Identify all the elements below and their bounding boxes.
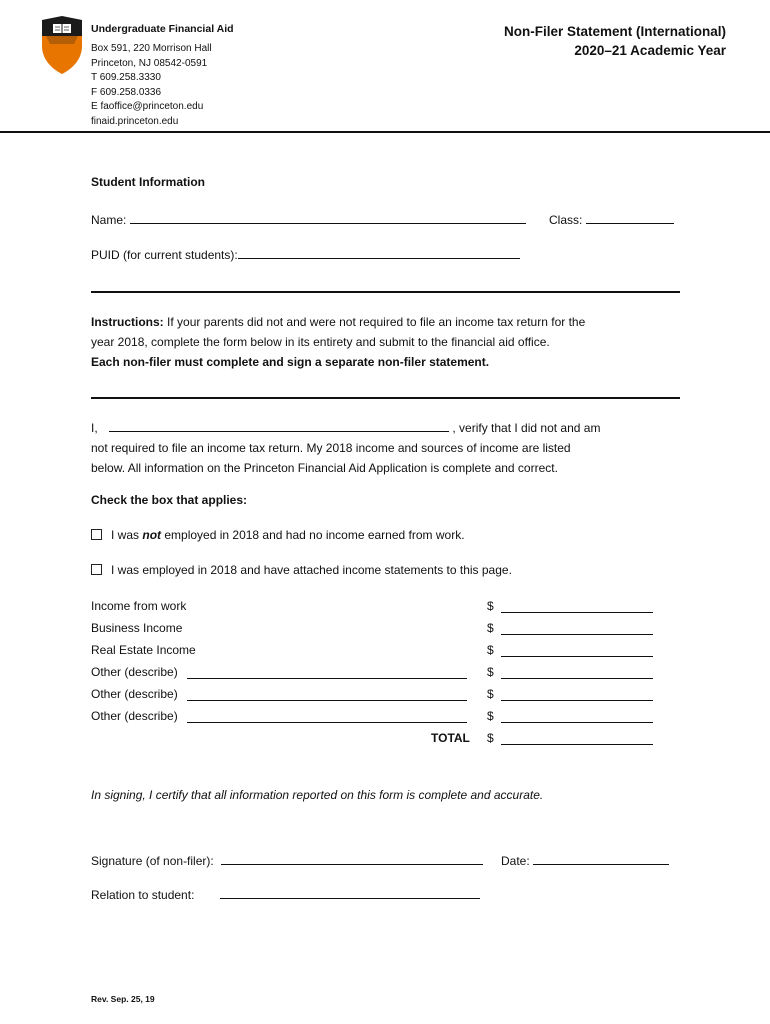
form-title-line2: 2020–21 Academic Year (574, 43, 726, 58)
income-label: Other (describe) (91, 687, 178, 701)
address-line: Box 591, 220 Morrison Hall (91, 43, 212, 54)
signature-field[interactable] (221, 851, 483, 865)
certification-statement: In signing, I certify that all information reported on this form is complete and accurate. (91, 788, 544, 802)
currency-symbol: $ (487, 621, 494, 635)
describe-field[interactable] (187, 709, 467, 723)
princeton-shield-logo (40, 16, 84, 76)
income-label: Other (describe) (91, 709, 178, 723)
checkbox-not-employed[interactable] (91, 529, 102, 540)
total-amount-field[interactable] (501, 731, 653, 745)
currency-symbol: $ (487, 599, 494, 613)
income-row (91, 687, 661, 709)
income-label: Real Estate Income (91, 643, 196, 657)
currency-symbol: $ (487, 687, 494, 701)
website-line: finaid.princeton.edu (91, 115, 179, 127)
currency-symbol: $ (487, 709, 494, 723)
income-label: Income from work (91, 599, 187, 613)
option-employed[interactable] (91, 563, 512, 577)
income-row (91, 709, 661, 731)
option-text: employed in 2018 and had no income earned from work. (164, 528, 465, 542)
instructions-note: Each non-filer must complete and sign a separate non-filer statement. (91, 355, 490, 369)
phone-line: T 609.258.3330 (91, 72, 161, 84)
total-label: TOTAL (431, 731, 470, 745)
verify-i-label: I, (91, 421, 98, 435)
puid-field[interactable] (238, 245, 520, 259)
date-row (501, 851, 669, 868)
currency-symbol: $ (487, 665, 494, 679)
verification-statement (91, 418, 691, 478)
header-divider (0, 131, 770, 133)
instructions-text: If your parents did not and were not required to file an income tax return for the (167, 315, 586, 329)
income-label: Business Income (91, 621, 183, 635)
amount-field[interactable] (501, 687, 653, 701)
describe-field[interactable] (187, 665, 467, 679)
section-divider (91, 291, 680, 293)
address-line: Princeton, NJ 08542-0591 (91, 57, 208, 69)
date-label: Date: (501, 854, 530, 868)
currency-symbol: $ (487, 731, 494, 745)
option-emphasis: not (142, 528, 162, 542)
student-info-heading: Student Information (91, 175, 205, 189)
name-label: Name: (91, 213, 127, 227)
class-label: Class: (549, 213, 583, 227)
revision-date: Rev. Sep. 25, 19 (91, 994, 155, 1004)
option-text: I was employed in 2018 and have attached income statements to this page. (111, 563, 512, 577)
office-name: Undergraduate Financial Aid (91, 23, 234, 35)
checkbox-employed[interactable] (91, 564, 102, 575)
checkbox-heading: Check the box that applies: (91, 493, 248, 507)
instructions-label: Instructions: (91, 315, 164, 329)
class-row (549, 210, 674, 227)
option-text: I was (111, 528, 140, 542)
income-row (91, 643, 661, 665)
name-field[interactable] (130, 210, 526, 224)
relation-label: Relation to student: (91, 888, 195, 902)
office-address (91, 42, 212, 130)
income-table (91, 599, 661, 753)
total-row (91, 731, 661, 753)
income-row (91, 621, 661, 643)
date-field[interactable] (533, 851, 669, 865)
fax-line: F 609.258.0336 (91, 86, 162, 98)
name-row (91, 210, 526, 227)
income-label: Other (describe) (91, 665, 178, 679)
income-row (91, 665, 661, 687)
income-row (91, 599, 661, 621)
verify-text: not required to file an income tax return. My 2018 income and sources of income are listed (91, 441, 571, 455)
section-divider (91, 397, 680, 399)
instructions-text: year 2018, complete the form below in its entirety and submit to the financial aid office. (91, 335, 550, 349)
verify-text: , verify that I did not and am (452, 421, 601, 435)
instructions (91, 312, 691, 372)
form-title (504, 22, 726, 60)
amount-field[interactable] (501, 599, 653, 613)
option-not-employed[interactable] (91, 528, 465, 542)
form-title-line1: Non-Filer Statement (International) (503, 24, 726, 39)
puid-row (91, 245, 520, 262)
amount-field[interactable] (501, 621, 653, 635)
relation-field[interactable] (220, 885, 480, 899)
class-field[interactable] (586, 210, 674, 224)
signature-row (91, 851, 483, 868)
currency-symbol: $ (487, 643, 494, 657)
relation-row (91, 885, 480, 902)
amount-field[interactable] (501, 643, 653, 657)
puid-label: PUID (for current students): (91, 248, 238, 262)
verify-text: below. All information on the Princeton Financial Aid Application is complete and correct. (91, 461, 558, 475)
signature-label: Signature (of non-filer): (91, 854, 214, 868)
describe-field[interactable] (187, 687, 467, 701)
amount-field[interactable] (501, 665, 653, 679)
email-line: E faoffice@princeton.edu (91, 101, 204, 113)
amount-field[interactable] (501, 709, 653, 723)
non-filer-name-field[interactable] (109, 418, 449, 432)
